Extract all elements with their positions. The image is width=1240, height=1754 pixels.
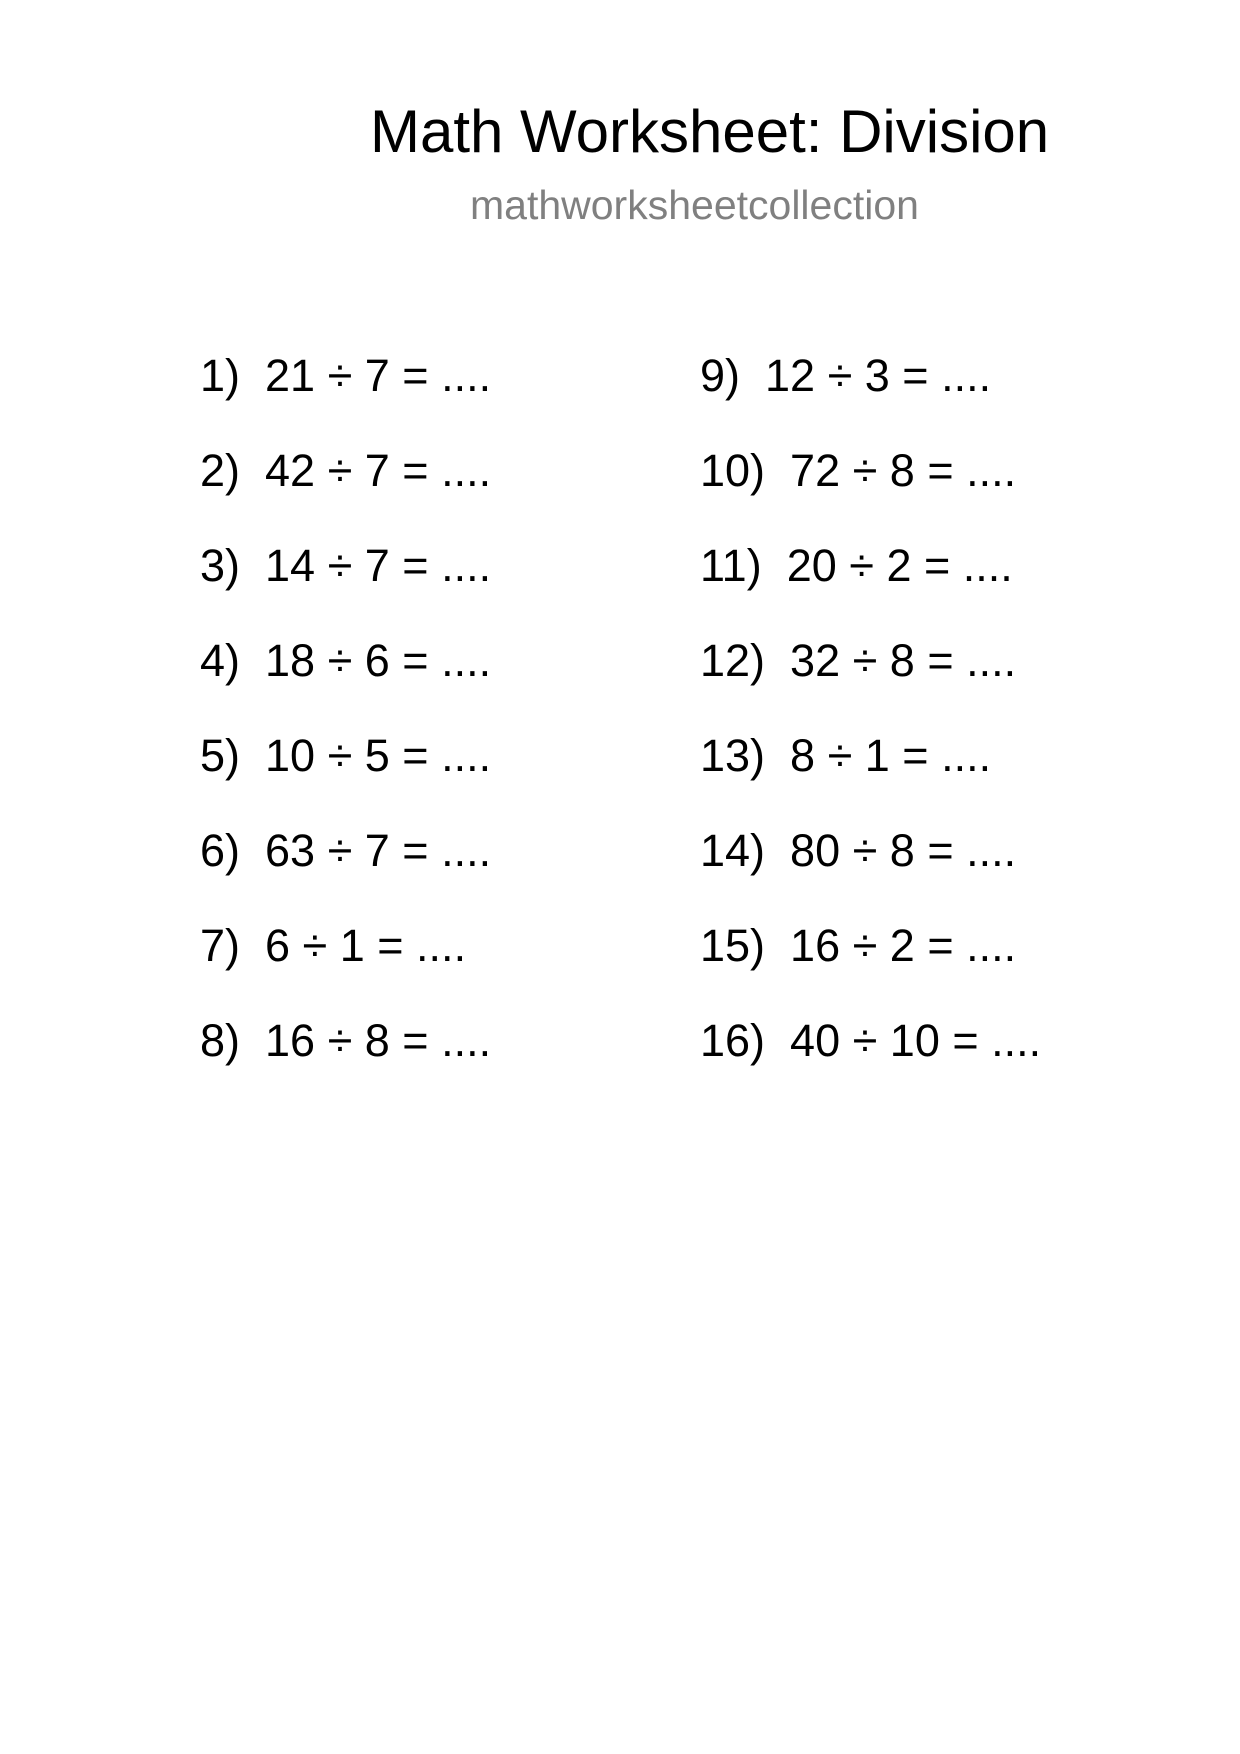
problem-16: 16) 40 ÷ 10 = .... [700, 1015, 1042, 1066]
problem-column-right [700, 350, 1041, 1110]
problem-6: 6) 63 ÷ 7 = .... [200, 825, 492, 876]
problem-3: 3) 14 ÷ 7 = .... [200, 540, 492, 591]
problem-11: 11) 20 ÷ 2 = .... [700, 540, 1013, 591]
problem-2: 2) 42 ÷ 7 = .... [200, 445, 492, 496]
problem-1: 1) 21 ÷ 7 = .... [200, 350, 492, 401]
problem-13: 13) 8 ÷ 1 = .... [700, 730, 992, 781]
problem-5: 5) 10 ÷ 5 = .... [200, 730, 492, 781]
page-subtitle: mathworksheetcollection [470, 182, 919, 228]
problem-column-left [200, 350, 491, 1110]
problem-8: 8) 16 ÷ 8 = .... [200, 1015, 492, 1066]
problem-4: 4) 18 ÷ 6 = .... [200, 635, 492, 686]
problem-10: 10) 72 ÷ 8 = .... [700, 445, 1017, 496]
problem-7: 7) 6 ÷ 1 = .... [200, 920, 467, 971]
problem-9: 9) 12 ÷ 3 = .... [700, 350, 992, 401]
problem-12: 12) 32 ÷ 8 = .... [700, 635, 1017, 686]
problem-15: 15) 16 ÷ 2 = .... [700, 920, 1017, 971]
page-title: Math Worksheet: Division [370, 98, 1050, 165]
problem-14: 14) 80 ÷ 8 = .... [700, 825, 1017, 876]
